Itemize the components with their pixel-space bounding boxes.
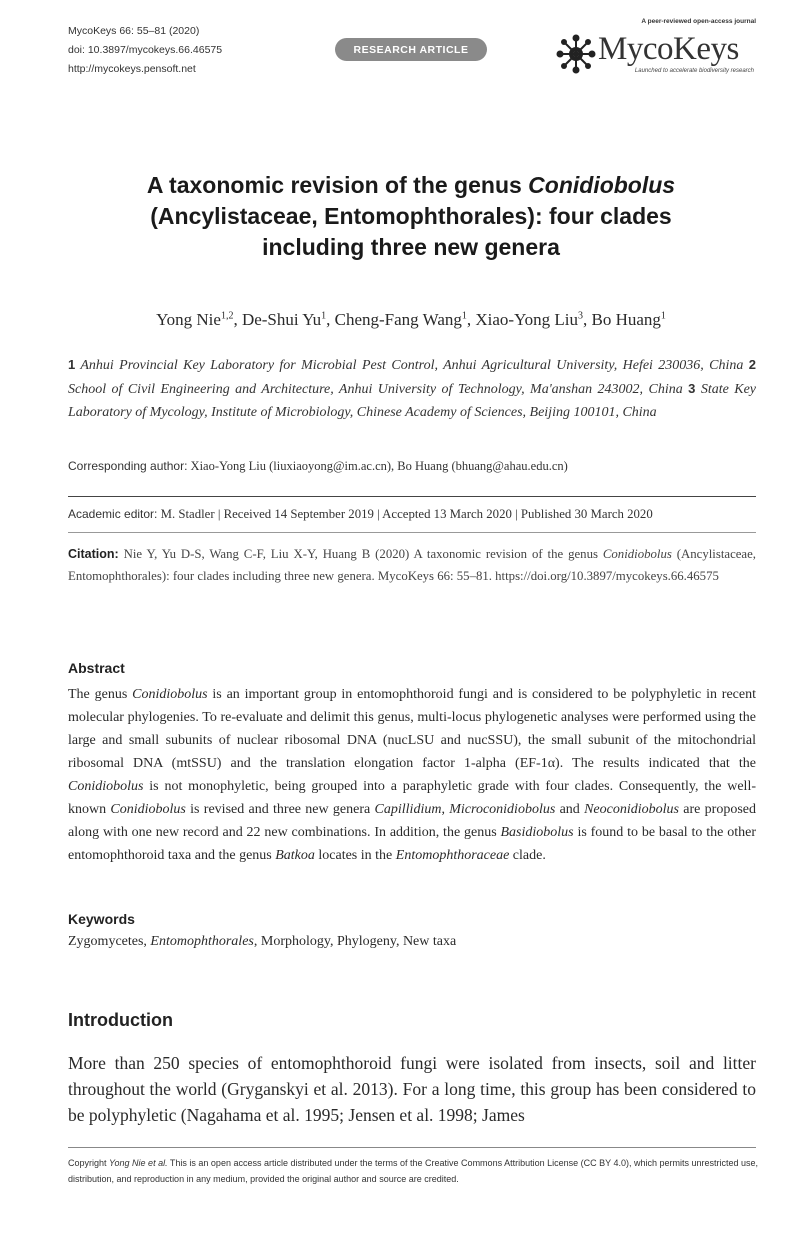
corresponding-label: Corresponding author: [68,459,188,473]
author: De-Shui Yu$^1$, [241,310,335,329]
title-line2: (Ancylistaceae, Entomophthorales): four clades [150,203,672,229]
introduction-body: More than 250 species of entomophthoroid fungi were isolated from insects, soil and litter throughout the world (Gryganskyi et al. 2013). For a long time, this group has been considered to be polyphyletic (Nagahama et al. 1995; Jensen et al. 1998; James [68,1053,756,1125]
affiliation: School of Civil Engineering and Architecture, Anhui University of Technology, Ma'anshan 243002, China [68,382,683,397]
mycokeys-logo [556,18,756,80]
affiliation-number: 3 [688,381,696,396]
citation-link[interactable]: (Ancylistaceae, Entomophthorales): four clades including three new genera. MycoKeys 66: 55–81. https://doi.org/10.3897/mycokeys.66.46575 [68,547,756,583]
author: Yong Nie$^{1,2}$, [156,310,242,329]
journal-volume: MycoKeys 66: 55–81 (2020) [68,25,200,37]
title-part1: A taxonomic revision of the genus [146,172,529,198]
published-date: Published 30 March 2020 [520,507,653,521]
affiliations [68,353,756,424]
title-genus: Conidiobolus [528,172,676,198]
journal-meta [68,22,222,79]
citation-label: Citation: [68,547,119,561]
corresponding-author [68,459,756,474]
separator: | [377,507,380,521]
divider [68,532,756,533]
logo-tagline: A peer-reviewed open-access journal [641,18,756,25]
citation-genus: Conidiobolus [602,547,672,561]
journal-url[interactable]: http://mycokeys.pensoft.net [68,63,196,75]
author: Xiao-Yong Liu$^3$, [475,310,592,329]
author-list [68,310,754,330]
affiliation: Anhui Provincial Key Laboratory for Microbial Pest Control, Anhui Agricultural University, Hefei 230036, China [80,358,744,373]
affiliation-number: 1 [68,357,76,372]
citation-text: Nie Y, Yu D-S, Wang C-F, Liu X-Y, Huang B (2020) A taxonomic revision of the genus [123,547,603,561]
affiliation: State Key Laboratory of Mycology, Institute of Microbiology, Chinese Academy of Sciences, Beijing 100101, China [68,382,757,420]
copyright-notice: Copyright Yong Nie et al. This is an open access article distributed under the terms of the Creative Commons Attribution License (CC BY 4.0), which permits unrestricted use, distribution, and reproduction in any medium, provided the original author and source are credited. [68,1158,759,1184]
received-date: Received 14 September 2019 [223,507,374,521]
author: Bo Huang$^1$ [591,310,666,329]
title-line3: including three new genera [262,234,560,260]
introduction-heading: Introduction [68,1010,173,1030]
separator: | [217,507,221,521]
abstract-heading: Abstract [68,660,125,676]
mushroom-network-icon [556,34,596,74]
author: Cheng-Fang Wang$^1$, [334,310,476,329]
editor-label: Academic editor: [68,507,158,521]
separator: | [515,507,518,521]
article-type-badge: RESEARCH ARTICLE [335,38,487,61]
corresponding-text[interactable]: Xiao-Yong Liu (liuxiaoyong@im.ac.cn), Bo Huang (bhuang@ahau.edu.cn) [190,459,568,473]
divider [68,496,756,497]
citation [68,543,756,587]
abstract-body: The genus Conidiobolus is an important group in entomophthoroid fungi and is considered to be polyphyletic in recent molecular phylogenies. To re-evaluate and delimit this genus, multi-locus phylogenetic analyses were performed using the large and small subunits of nuclear ribosomal DNA (nucLSU and nucSSU), the small subunit of the mitochondrial ribosomal DNA (mtSSU) and the translation elongation factor 1-alpha (EF-1α). The results indicated that the Conidiobolus is not monophyletic, being grouped into a paraphyletic grade with four clades. Consequently, the well-known Conidiobolus is revised and three new genera Capillidium, Microconidiobolus and Neoconidiobolus are proposed along with one new record and 22 new combinations. In addition, the genus Basidiobolus is found to be basal to the other entomophthoroid taxa and the genus Batkoa locates in the Entomophthoraceae clade. [68,687,757,863]
keywords-list: Zygomycetes, Entomophthorales, Morphology, Phylogeny, New taxa [68,934,457,949]
editor-name: M. Stadler [160,507,215,521]
doi[interactable]: doi: 10.3897/mycokeys.66.46575 [68,44,223,56]
footer-divider [68,1147,756,1148]
accepted-date: Accepted 13 March 2020 [382,507,512,521]
editorial-info [68,507,756,522]
affiliation-number: 2 [748,357,757,372]
logo-subtitle: Launched to accelerate biodiversity research [634,68,754,74]
logo-name: MycoKeys [598,31,739,67]
keywords-heading: Keywords [68,911,135,927]
article-title [68,170,754,263]
